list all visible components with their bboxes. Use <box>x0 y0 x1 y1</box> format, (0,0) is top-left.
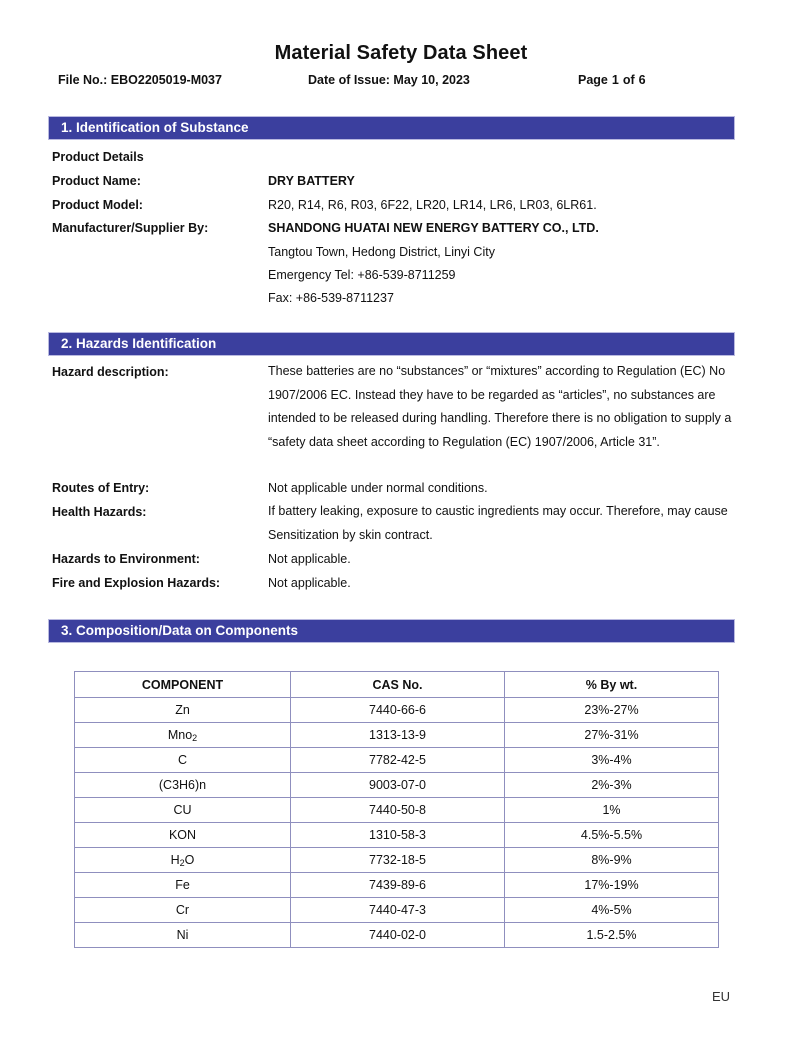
page-of-label: of <box>622 73 635 87</box>
page-label: Page <box>578 73 608 87</box>
hazards-to-environment-value: Not applicable. <box>268 552 351 566</box>
cell-percent-by-weight: 4.5%-5.5% <box>505 823 719 848</box>
cell-cas-number: 1313-13-9 <box>291 723 505 748</box>
routes-of-entry-value: Not applicable under normal conditions. <box>268 481 488 495</box>
section-heading-label: 2. Hazards Identification <box>61 336 217 351</box>
manufacturer-address-line: Tangtou Town, Hedong District, Linyi City <box>268 245 495 259</box>
product-model-value: R20, R14, R6, R03, 6F22, LR20, LR14, LR6, LR03, 6LR61. <box>268 198 597 212</box>
table-header-row <box>75 672 719 698</box>
routes-of-entry-label: Routes of Entry: <box>52 481 150 495</box>
cell-percent-by-weight: 27%-31% <box>505 723 719 748</box>
fire-explosion-hazards-label: Fire and Explosion Hazards: <box>52 576 221 590</box>
hazards-to-environment-label: Hazards to Environment: <box>52 552 200 566</box>
cell-percent-by-weight: 23%-27% <box>505 698 719 723</box>
cell-percent-by-weight: 1% <box>505 798 719 823</box>
table-row <box>75 748 719 773</box>
cell-cas-number: 7439-89-6 <box>291 873 505 898</box>
cell-cas-number: 7732-18-5 <box>291 848 505 873</box>
cell-component: (C3H6)n <box>75 773 291 798</box>
cell-component: Fe <box>75 873 291 898</box>
page-current: 1 <box>611 73 619 87</box>
cell-cas-number: 7440-50-8 <box>291 798 505 823</box>
date-of-issue: Date of Issue: May 10, 2023 <box>308 73 470 87</box>
section-heading-identification <box>48 116 735 140</box>
table-row <box>75 723 719 748</box>
product-name-value: DRY BATTERY <box>268 174 355 188</box>
cell-cas-number: 7440-66-6 <box>291 698 505 723</box>
health-hazards-value: If battery leaking, exposure to caustic ingredients may occur. Therefore, may cause Sensitization by skin contract. <box>268 504 728 542</box>
composition-table-body <box>75 698 719 948</box>
page-title: Material Safety Data Sheet <box>274 42 528 64</box>
product-name-label: Product Name: <box>52 174 141 188</box>
product-details-label: Product Details <box>52 150 144 164</box>
cell-percent-by-weight: 17%-19% <box>505 873 719 898</box>
cell-component: Cr <box>75 898 291 923</box>
cell-percent-by-weight: 4%-5% <box>505 898 719 923</box>
column-header-percent: % By wt. <box>505 672 719 698</box>
health-hazards-label: Health Hazards: <box>52 505 147 519</box>
table-row <box>75 773 719 798</box>
cell-component: Zn <box>75 698 291 723</box>
table-row <box>75 698 719 723</box>
cell-cas-number: 9003-07-0 <box>291 773 505 798</box>
cell-component: C <box>75 748 291 773</box>
section-heading-hazards <box>48 332 735 356</box>
manufacturer-fax: Fax: +86-539-8711237 <box>268 291 394 305</box>
hazard-description-label: Hazard description: <box>52 365 169 379</box>
table-row <box>75 923 719 948</box>
section-heading-composition <box>48 619 735 643</box>
cell-percent-by-weight: 8%-9% <box>505 848 719 873</box>
composition-table <box>74 671 719 948</box>
cell-component: CU <box>75 798 291 823</box>
hazard-description-value: These batteries are no “substances” or “mixtures” according to Regulation (EC) No 1907/2006 EC. Instead they have to be regarded as “articles”, no substances are intended to be released during handling. Therefore there is no obligation to supply a “safety data sheet according to Regulation (EC) 1907/2006, Article 31”. <box>268 364 732 449</box>
table-row <box>75 798 719 823</box>
manufacturer-emergency-tel: Emergency Tel: +86-539-8711259 <box>268 268 456 282</box>
section-heading-label: 3. Composition/Data on Components <box>61 623 299 638</box>
footer-region-label: EU <box>712 989 731 1004</box>
cell-component: Mno$_2$ <box>75 723 291 748</box>
cell-cas-number: 7782-42-5 <box>291 748 505 773</box>
cell-component: Ni <box>75 923 291 948</box>
page-number <box>578 73 646 87</box>
cell-component: $H_2O$ <box>75 848 291 873</box>
product-model-label: Product Model: <box>52 198 143 212</box>
column-header-component: COMPONENT <box>75 672 291 698</box>
table-row <box>75 898 719 923</box>
cell-component: KON <box>75 823 291 848</box>
table-row <box>75 823 719 848</box>
manufacturer-value: SHANDONG HUATAI NEW ENERGY BATTERY CO., LTD. <box>268 221 599 235</box>
document-header-row <box>48 73 748 91</box>
manufacturer-label: Manufacturer/Supplier By: <box>52 221 209 235</box>
cell-cas-number: 7440-47-3 <box>291 898 505 923</box>
fire-explosion-hazards-value: Not applicable. <box>268 576 351 590</box>
table-row <box>75 873 719 898</box>
cell-percent-by-weight: 1.5-2.5% <box>505 923 719 948</box>
section-heading-label: 1. Identification of Substance <box>61 120 249 135</box>
table-row <box>75 848 719 873</box>
cell-percent-by-weight: 3%-4% <box>505 748 719 773</box>
cell-percent-by-weight: 2%-3% <box>505 773 719 798</box>
file-number: File No.: EBO2205019-M037 <box>58 73 222 87</box>
page-total: 6 <box>638 73 646 87</box>
cell-cas-number: 7440-02-0 <box>291 923 505 948</box>
cell-cas-number: 1310-58-3 <box>291 823 505 848</box>
column-header-cas: CAS No. <box>291 672 505 698</box>
